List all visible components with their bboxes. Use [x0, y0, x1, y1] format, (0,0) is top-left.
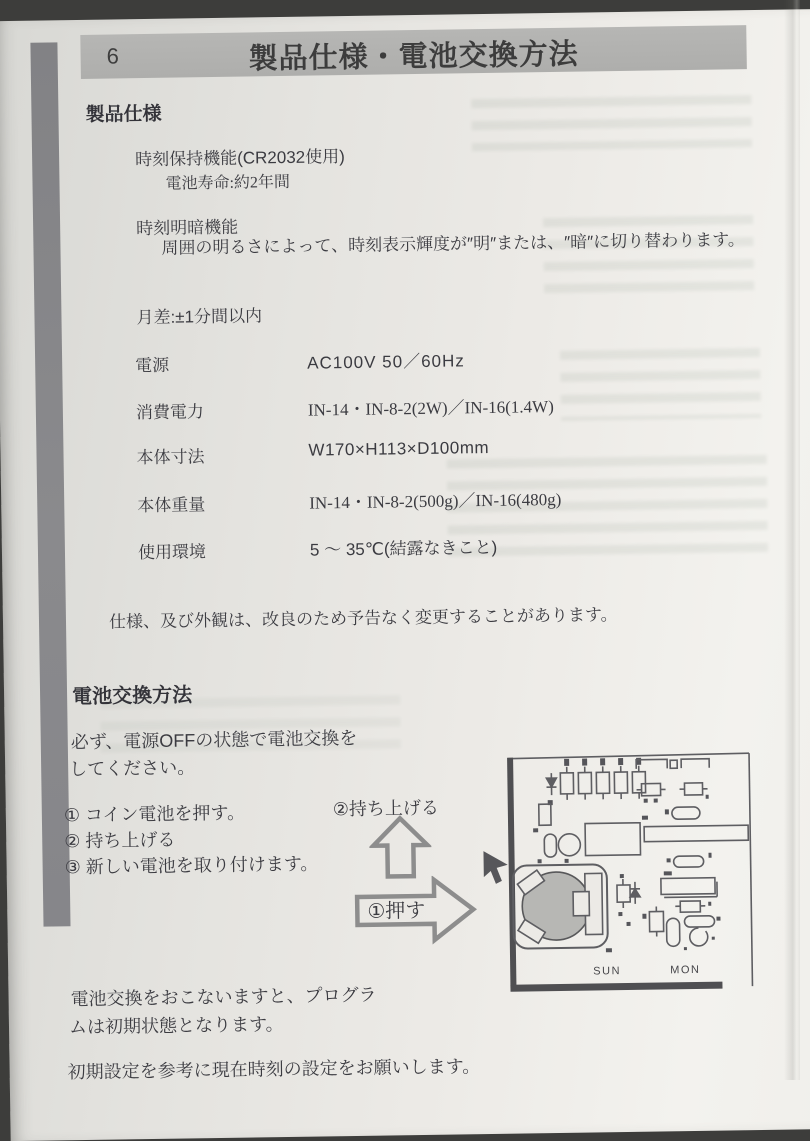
dimmer-feature-title: 時刻明暗機能 — [136, 213, 238, 240]
long-connector — [644, 825, 748, 842]
round-capacitor — [558, 834, 580, 856]
manual-page-paper — [0, 8, 810, 1141]
battery-step-1: ① コイン電池を押す。 — [64, 799, 246, 828]
clock-feature-battery-life: 電池寿命:約2年間 — [165, 169, 290, 194]
spec-section-heading: 製品仕様 — [85, 99, 161, 127]
spec-row-value: AC100V 50／60Hz — [307, 346, 465, 373]
battery-holder — [513, 864, 608, 948]
section-side-bar — [30, 42, 70, 926]
capacitor-row — [560, 766, 645, 800]
bleed-through-text — [560, 348, 761, 421]
relay-block — [661, 878, 715, 895]
vertical-capsule — [544, 834, 556, 857]
page-header-bar — [80, 25, 747, 79]
ic-chip — [585, 823, 640, 856]
page-number: 6 — [106, 43, 119, 69]
spec-change-notice: 仕様、及び外観は、改良のため予告なく変更することがあります。 — [109, 600, 618, 633]
diode-symbol — [546, 773, 556, 795]
battery-tab — [573, 892, 589, 916]
vertical-resistor — [539, 804, 551, 825]
spec-row-value: IN-14・IN-8-2(2W)／IN-16(1.4W) — [308, 392, 554, 421]
battery-warning-line1: 必ず、電源OFFの状態で電池交換を — [71, 724, 358, 754]
spec-row-label: 本体重量 — [137, 490, 205, 516]
spec-row-label: 本体寸法 — [136, 442, 204, 468]
spec-row-label: 使用環境 — [138, 537, 206, 563]
paper-crease — [784, 0, 800, 1080]
battery-step-2: ② 持ち上げる — [64, 826, 176, 854]
board-bottom-edge — [510, 982, 722, 992]
battery-step-3: ③ 新しい電池を取り付けます。 — [64, 850, 318, 880]
spec-row-value: 5 ～ 35℃(結露なきこと) — [310, 533, 498, 561]
spec-row-value: W170×H113×D100mm — [308, 438, 489, 461]
electrolytic-capacitor — [666, 918, 679, 946]
board-label-sun: SUN — [593, 965, 621, 977]
board-label-mon: MON — [670, 964, 700, 976]
clock-feature-title: 時刻保持機能(CR2032使用) — [135, 142, 345, 170]
circuit-board-diagram — [505, 750, 757, 996]
up-arrow-icon — [369, 815, 432, 880]
spec-row-label: 電源 — [135, 351, 169, 377]
page-title: 製品仕様・電池交換方法 — [80, 29, 747, 80]
diode-symbol-2 — [630, 882, 640, 904]
reset-note-line1: 電池交換をおこないますと、プログラ — [70, 981, 376, 1012]
capsule-component — [672, 807, 700, 819]
push-arrow-icon — [354, 875, 479, 946]
spec-row-label: 消費電力 — [136, 397, 204, 423]
final-note: 初期設定を参考に現在時刻の設定をお願いします。 — [67, 1052, 480, 1084]
battery-warning-line2: してください。 — [69, 753, 195, 781]
board-left-edge — [507, 758, 516, 991]
push-arrow-label: ①押す — [367, 899, 425, 923]
accuracy-spec: 月差:±1分間以内 — [136, 301, 262, 328]
bleed-through-text — [471, 95, 752, 151]
lift-arrow-label: ②持ち上げる — [333, 794, 440, 822]
dimmer-feature-description: 周囲の明るさによって、時刻表示輝度が″明″または、″暗″に切り替わります。 — [161, 227, 777, 262]
open-circle-component — [690, 928, 708, 946]
edge-connectors — [636, 759, 709, 769]
spec-row-value: IN-14・IN-8-2(500g)／IN-16(480g) — [309, 485, 561, 514]
capsule-component — [674, 856, 704, 867]
resistor-pair — [636, 783, 707, 796]
battery-section-heading: 電池交換方法 — [72, 678, 192, 709]
reset-note-line2: ムは初期状態となります。 — [69, 1010, 284, 1039]
